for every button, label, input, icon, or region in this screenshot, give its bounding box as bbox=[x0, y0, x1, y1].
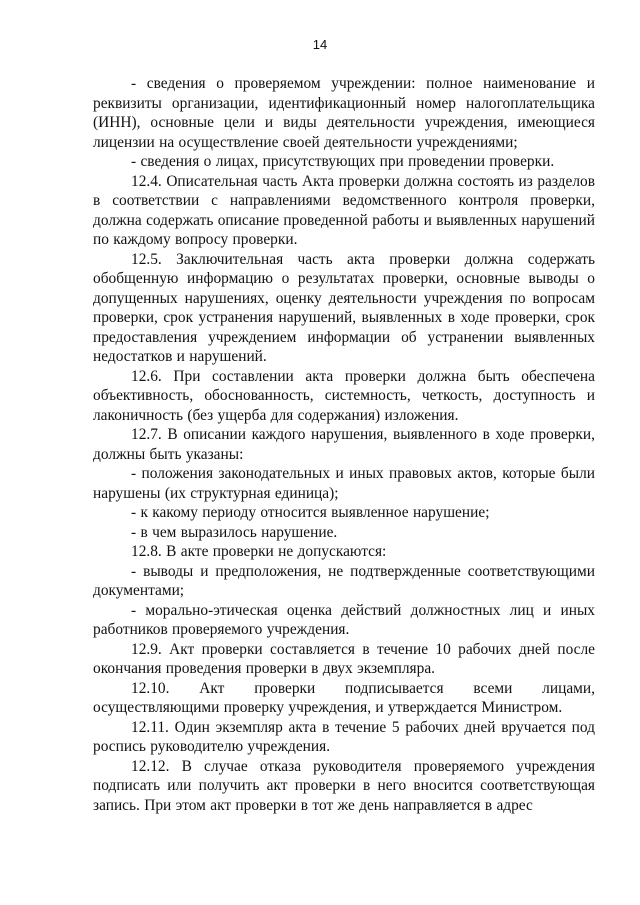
paragraph-12-9: 12.9. Акт проверки составляется в течение 10 рабочих дней после окончания проведения проверки в двух экземпляра. bbox=[93, 640, 595, 677]
paragraph-12-4: 12.4. Описательная часть Акта проверки должна состоять из разделов в соответствии с направлениями ведомственного контроля проверки, должна содержать описание проведенной работы и выявленных нарушений по каждому вопросу проверки. bbox=[93, 172, 595, 248]
page-number: 14 bbox=[312, 37, 328, 52]
paragraph-12-11: 12.11. Один экземпляр акта в течение 5 рабочих дней вручается под роспись руководителю учреждения. bbox=[93, 718, 595, 755]
document-body bbox=[93, 74, 595, 815]
list-item-moral-assessment: - морально-этическая оценка действий должностных лиц и иных работников проверяемого учреждения. bbox=[93, 601, 595, 638]
paragraph-12-6: 12.6. При составлении акта проверки должна быть обеспечена объективность, обоснованность, системность, четкость, доступность и лаконичность (без ущерба для содержания) изложения. bbox=[93, 367, 595, 424]
list-item-conclusions: - выводы и предположения, не подтвержденные соответствующими документами; bbox=[93, 562, 595, 599]
paragraph-institution-info: - сведения о проверяемом учреждении: полное наименование и реквизиты организации, идентификационный номер налогоплательщика (ИНН), основные цели и виды деятельности учреждения, имеющиеся лицензии на осуществление своей деятельности учреждениями; bbox=[93, 75, 595, 151]
list-item-legal-provisions: - положения законодательных и иных правовых актов, которые были нарушены (их структурная единица); bbox=[93, 465, 595, 502]
paragraph-12-7: 12.7. В описании каждого нарушения, выявленного в ходе проверки, должны быть указаны: bbox=[93, 426, 595, 463]
paragraph-12-5: 12.5. Заключительная часть акта проверки должна содержать обобщенную информацию о результатах проверки, основные выводы о допущенных нарушениях, оценку деятельности учреждения по вопросам проверки, срок устранения нарушений, выявленных в ходе проверки, срок предоставления учреждением информации об устранении выявленных недостатков и нарушений. bbox=[93, 250, 595, 365]
paragraph-12-8: 12.8. В акте проверки не допускаются: bbox=[131, 543, 387, 560]
list-item-period: - к какому периоду относится выявленное нарушение; bbox=[131, 504, 490, 521]
paragraph-12-10: 12.10. Акт проверки подписывается всеми лицами, осуществляющими проверку учреждения, и утверждается Министром. bbox=[93, 679, 595, 716]
paragraph-12-12: 12.12. В случае отказа руководителя проверяемого учреждения подписать или получить акт проверки в него вносится соответствующая запись. При этом акт проверки в тот же день направляется в адрес bbox=[93, 757, 595, 814]
paragraph-present-persons: - сведения о лицах, присутствующих при проведении проверки. bbox=[131, 153, 555, 170]
list-item-violation-expression: - в чем выразилось нарушение. bbox=[131, 523, 338, 541]
